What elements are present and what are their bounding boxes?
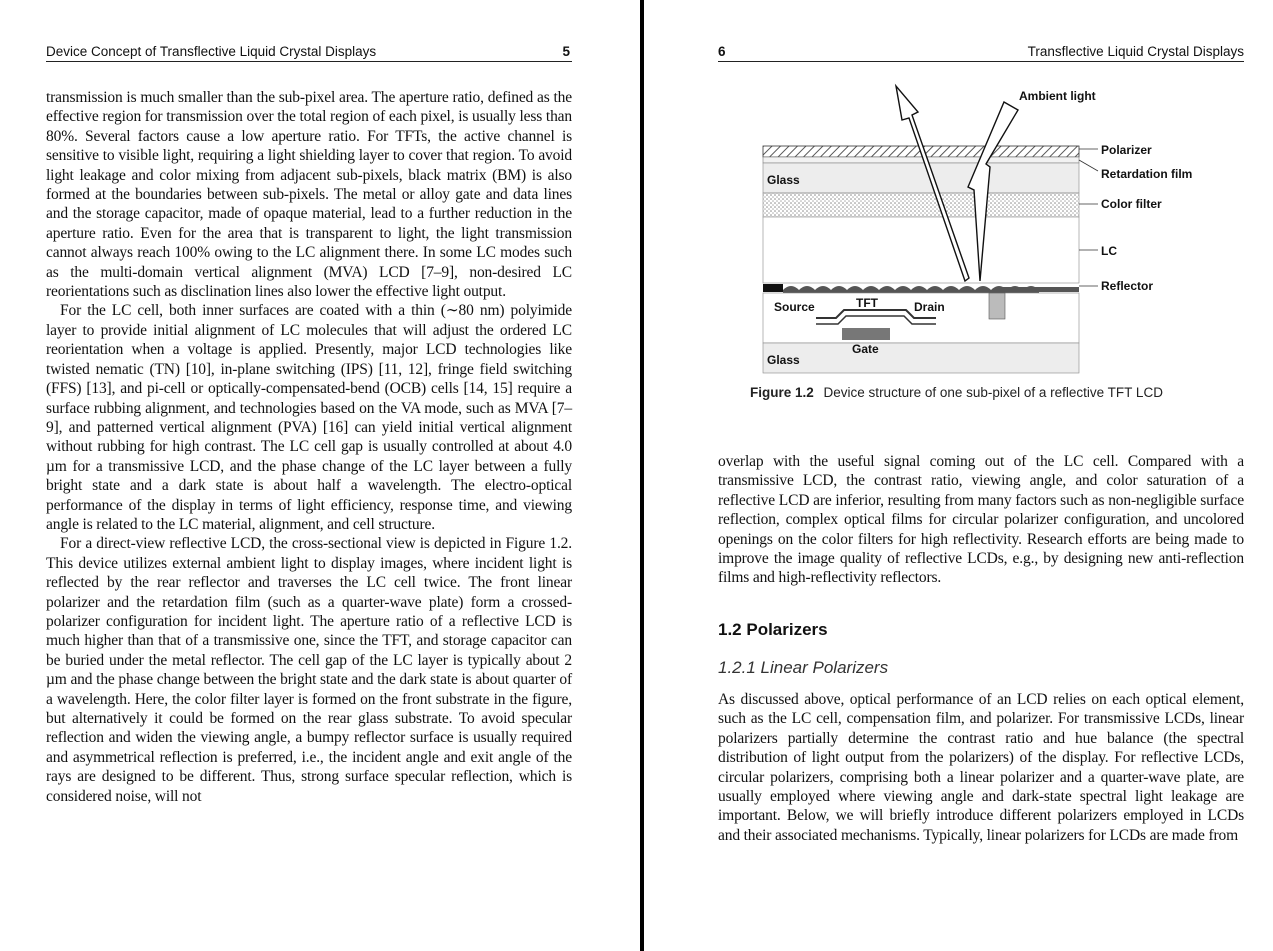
right-page-number: 6 xyxy=(718,44,726,59)
label-gate: Gate xyxy=(852,342,879,356)
left-paragraph-3: For a direct-view reflective LCD, the cross-sectional view is depicted in Figure 1.2. This device utilizes external ambient light to display images, where incident light is reflected by the rear reflector and traverses the LC cell twice. The front linear polarizer and the retardation film (such as a quarter-wave plate) form a crossed-polarizer configuration for incident light. The aperture ratio of a reflective LCD is much higher than that of a transmissive one, since the TFT, and storage capacitor can be buried under the metal reflector. The cell gap of the LC layer is typically about 2 µm and the phase change between the bright state and the dark state is about quarter of a wavelength. Here, the color filter layer is formed on the front substrate in the figure, but alternatively it could be formed on the rear glass substrate. To avoid specular reflection and widen the viewing angle, a bumpy reflector surface is usually required and asymmetrical reflection is preferred, i.e., the incident angle and exit angle of the rays are designed to be different. Thus, strong surface specular reflection, which is considered noise, will not xyxy=(46,535,572,805)
reflector-bumps xyxy=(763,284,1079,293)
figure-caption-label: Figure 1.2 xyxy=(750,385,814,400)
right-paragraph-2: As discussed above, optical performance of an LCD relies on each optical element, such as the LC cell, compensation film, and polarizer. For transmissive LCDs, linear polarizers partially determine the contrast ratio and hue balance (the spectral distribution of light output from the polarizers) of the display. For reflective LCDs, circular polarizers, comprising both a linear polarizer and a quarter-wave plate, are usually employed where viewing angle and dark-state spectral light leakage are important. Below, we will briefly introduce different polarizers employed in LCDs and their associated mechanisms. Typically, linear polarizers for LCDs are made from xyxy=(718,691,1244,844)
figure-caption xyxy=(750,385,1250,400)
section-heading: 1.2 Polarizers xyxy=(718,620,828,639)
left-running-title: Device Concept of Transflective Liquid Crystal Displays xyxy=(46,44,377,59)
label-ambient-light: Ambient light xyxy=(1019,89,1096,103)
label-color-filter: Color filter xyxy=(1101,197,1162,211)
label-glass-bottom: Glass xyxy=(767,353,800,367)
retardation-film-layer xyxy=(763,157,1079,163)
label-polarizer: Polarizer xyxy=(1101,143,1152,157)
subsection-heading: 1.2.1 Linear Polarizers xyxy=(718,658,889,677)
label-drain: Drain xyxy=(914,300,945,314)
label-glass-top: Glass xyxy=(767,173,800,187)
reflective-lcd-diagram xyxy=(746,78,1216,378)
gate-electrode xyxy=(842,328,890,340)
left-body-text xyxy=(46,88,572,806)
label-retardation-film: Retardation film xyxy=(1101,167,1193,181)
right-running-head xyxy=(718,43,1244,62)
left-paragraph-1: transmission is much smaller than the sub-pixel area. The aperture ratio, defined as the effective region for transmission over the total region of each pixel, is usually less than 80%. Several factors cause a low aperture ratio. For TFTs, the active channel is sensitive to visible light, requiring a light shielding layer to cover that region. To avoid light leakage and color mixing from adjacent sub-pixels, black matrix (BM) is also formed at the boundaries between sub-pixels. The metal or alloy gate and data lines and the storage capacitor, made of opaque material, lead to a further reduction in the aperture ratio. Even for the area that is transparent to light, the light transmission cannot always reach 100% owing to the LC alignment there. In some LC modes such as the multi-domain vertical alignment (MVA) LCD [7–9], non-desired LC reorientations such as disclination lines also lower the effective light output. xyxy=(46,89,572,301)
bottom-glass-layer xyxy=(763,343,1079,373)
storage-capacitor xyxy=(989,293,1005,319)
label-tft: TFT xyxy=(856,296,878,310)
label-reflector: Reflector xyxy=(1101,279,1154,293)
figure-caption-text: Device structure of one sub-pixel of a reflective TFT LCD xyxy=(823,385,1163,400)
left-paragraph-2: For the LC cell, both inner surfaces are coated with a thin (∼80 nm) polyimide layer to provide initial alignment of LC molecules that will adjust the ordered LC reorientation when a voltage is applied. Presently, major LCD technologies like twisted nematic (TN) [10], in-plane switching (IPS) [11, 12], fringe field switching (FFS) [13], and pi-cell or optically-compensated-bend (OCB) cells [14, 15] require a surface rubbing alignment, and technologies based on the VA mode, such as MVA [7–9], and patterned vertical alignment (PVA) [16] can yield initial vertical alignment without rubbing for high contrast. The LC cell gap is usually controlled at about 4.0 µm for a transmissive LCD, and the phase change of the LC layer between a fully bright state and a dark state is about half a wavelength. The electro-optical performance of the display in terms of light efficiency, response time, and viewing angle is related to the LC material, alignment, and cell structure. xyxy=(46,302,572,533)
book-spine xyxy=(640,0,644,951)
right-page xyxy=(646,0,1273,951)
left-page-number: 5 xyxy=(562,44,570,59)
lc-layer xyxy=(763,217,1079,283)
label-source: Source xyxy=(774,300,815,314)
top-glass-layer xyxy=(763,163,1079,193)
right-body-text-2 xyxy=(718,690,1244,845)
label-lc: LC xyxy=(1101,244,1117,258)
color-filter-layer xyxy=(763,193,1079,217)
right-running-title: Transflective Liquid Crystal Displays xyxy=(1027,44,1244,59)
right-paragraph-1: overlap with the useful signal coming out of the LC cell. Compared with a transmissive LCD, the contrast ratio, viewing angle, and color saturation of a reflective LCD are inferior, resulting from many factors such as non-negligible surface reflection, complex optical films for circular polarizer configuration, and uncolored openings on the color filters for high reflectivity. Research efforts are being made to improve the image quality of reflective LCDs, e.g., by designing new anti-reflection films and high-reflectivity reflectors. xyxy=(718,453,1244,587)
right-body-text-1 xyxy=(718,452,1244,588)
left-running-head xyxy=(46,43,572,62)
